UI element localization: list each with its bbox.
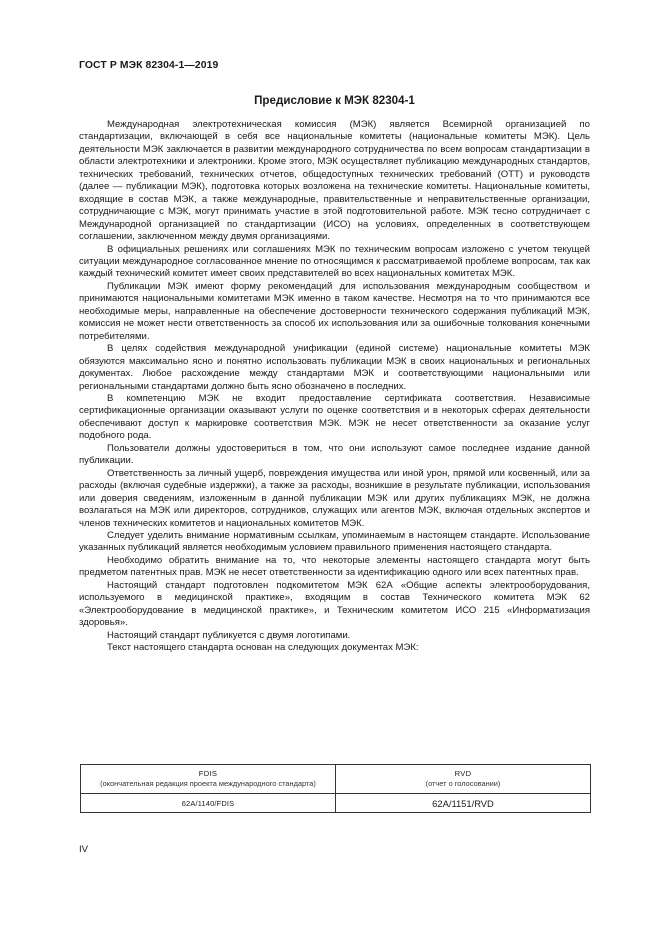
page-number: IV xyxy=(79,844,89,855)
paragraph: В официальных решениях или соглашениях МЭК по техническим вопросам изложено с учетом текущей ситуации международное согласованное мнение по относящимся к рассматриваемой проблеме вопросам, так как каждый технический комитет имеет своих представителей во всех национальных комитетах МЭК. xyxy=(79,243,590,280)
fdis-description: (окончательная редакция проекта международного стандарта) xyxy=(100,779,316,788)
foreword-body xyxy=(79,119,590,654)
rvd-header-cell xyxy=(336,765,591,794)
section-title: Предисловие к МЭК 82304-1 xyxy=(254,94,415,107)
paragraph: Пользователи должны удостовериться в том, что они используют самое последнее издание данной публикации. xyxy=(79,442,590,467)
table-header-row xyxy=(81,765,591,794)
paragraph: Ответственность за личный ущерб, повреждения имущества или иной урон, прямой или косвенный, или за расходы (включая судебные издержки), а также за расходы, возникшие в результате публикации, использования или доверия сведениям, изложенным в данной публикации МЭК или других публикациях МЭК, не должна возлагаться на МЭК или директоров, сотрудников, служащих или агентов МЭК, включая отдельных экспертов и членов технических комитетов и национальных комитетов МЭК. xyxy=(79,467,590,529)
paragraph: Настоящий стандарт публикуется с двумя логотипами. xyxy=(107,629,351,641)
fdis-header-cell xyxy=(81,765,336,794)
paragraph: Публикации МЭК имеют форму рекомендаций для использования международным сообществом и принимаются национальными комитетами МЭК именно в таком качестве. Несмотря на то что принимаются все необходимые меры, направленные на обеспечение достоверности технического содержания публикаций МЭК, комиссия не может нести ответственность за способ их использования или за ошибочные толкования конечными потребителями. xyxy=(79,280,590,342)
rvd-code: RVD xyxy=(454,769,472,778)
paragraph: В целях содействия международной унификации (единой системе) национальные комитеты МЭК обязуются максимально ясно и понятно использовать публикации МЭК в своих национальных и региональных документах. Любое расхождение между стандартами МЭК и соответствующими национальными или региональными стандартами должно быть ясно обозначено в последних. xyxy=(79,343,590,392)
paragraph: Необходимо обратить внимание на то, что некоторые элементы настоящего стандарта могут быть предметом патентных прав. МЭК не несет ответственности за идентификацию одного или всех патентных прав. xyxy=(79,554,590,579)
source-documents-table xyxy=(80,764,591,813)
paragraph: Международная электротехническая комиссия (МЭК) является Всемирной организацией по стандартизации, включающей в себя все национальные комитеты (национальные комитеты МЭК). Цель деятельности МЭК заключается в развитии международного сотрудничества по всем вопросам стандартизации в области электротехники и электроники. Кроме этого, МЭК осуществляет публикацию международных стандартов, технических требований, технических отчетов, общедоступных технических требований (ОТТ) и руководств (далее — публикации МЭК), подготовка которых возложена на технические комитеты. Национальные комитеты, входящие в состав МЭК, а также международные, правительственные и неправительственные организации, сотрудничающие с МЭК, могут принимать участие в этой подготовительной работе. МЭК тесно сотрудничает с Международной организацией по стандартизации (ИСО) на условиях, определенных в соответствующем соглашении, заключенном между двумя организациями. xyxy=(79,119,590,243)
paragraph: Следует уделить внимание нормативным ссылкам, упоминаемым в настоящем стандарте. Использование указанных публикаций является необходимым условием правильного применения настоящего стандарта. xyxy=(79,529,590,554)
standard-code-header: ГОСТ Р МЭК 82304-1—2019 xyxy=(79,60,219,71)
paragraph: Настоящий стандарт подготовлен подкомитетом МЭК 62А «Общие аспекты электрооборудования, используемого в медицинской практике», входящим в состав Технического комитета МЭК 62 «Электрооборудование в медицинской практике», и Техническим комитетом ИСО 215 «Информатизация здоровья». xyxy=(79,579,590,629)
fdis-value-cell: 62A/1140/FDIS xyxy=(81,794,336,813)
paragraph: В компетенцию МЭК не входит предоставление сертификата соответствия. Независимые сертификационные организации оказывают услуги по оценке соответствия и в некоторых сферах деятельности обеспечивают доступ к маркировке соответствия МЭК. МЭК не несет ответственности за оказание услуг подобного рода. xyxy=(79,392,590,442)
fdis-code: FDIS xyxy=(198,769,218,778)
rvd-value-cell: 62A/1151/RVD xyxy=(336,794,591,813)
rvd-description: (отчет о голосовании) xyxy=(425,779,501,788)
table-row xyxy=(81,794,591,813)
paragraph: Текст настоящего стандарта основан на следующих документах МЭК: xyxy=(107,642,419,654)
